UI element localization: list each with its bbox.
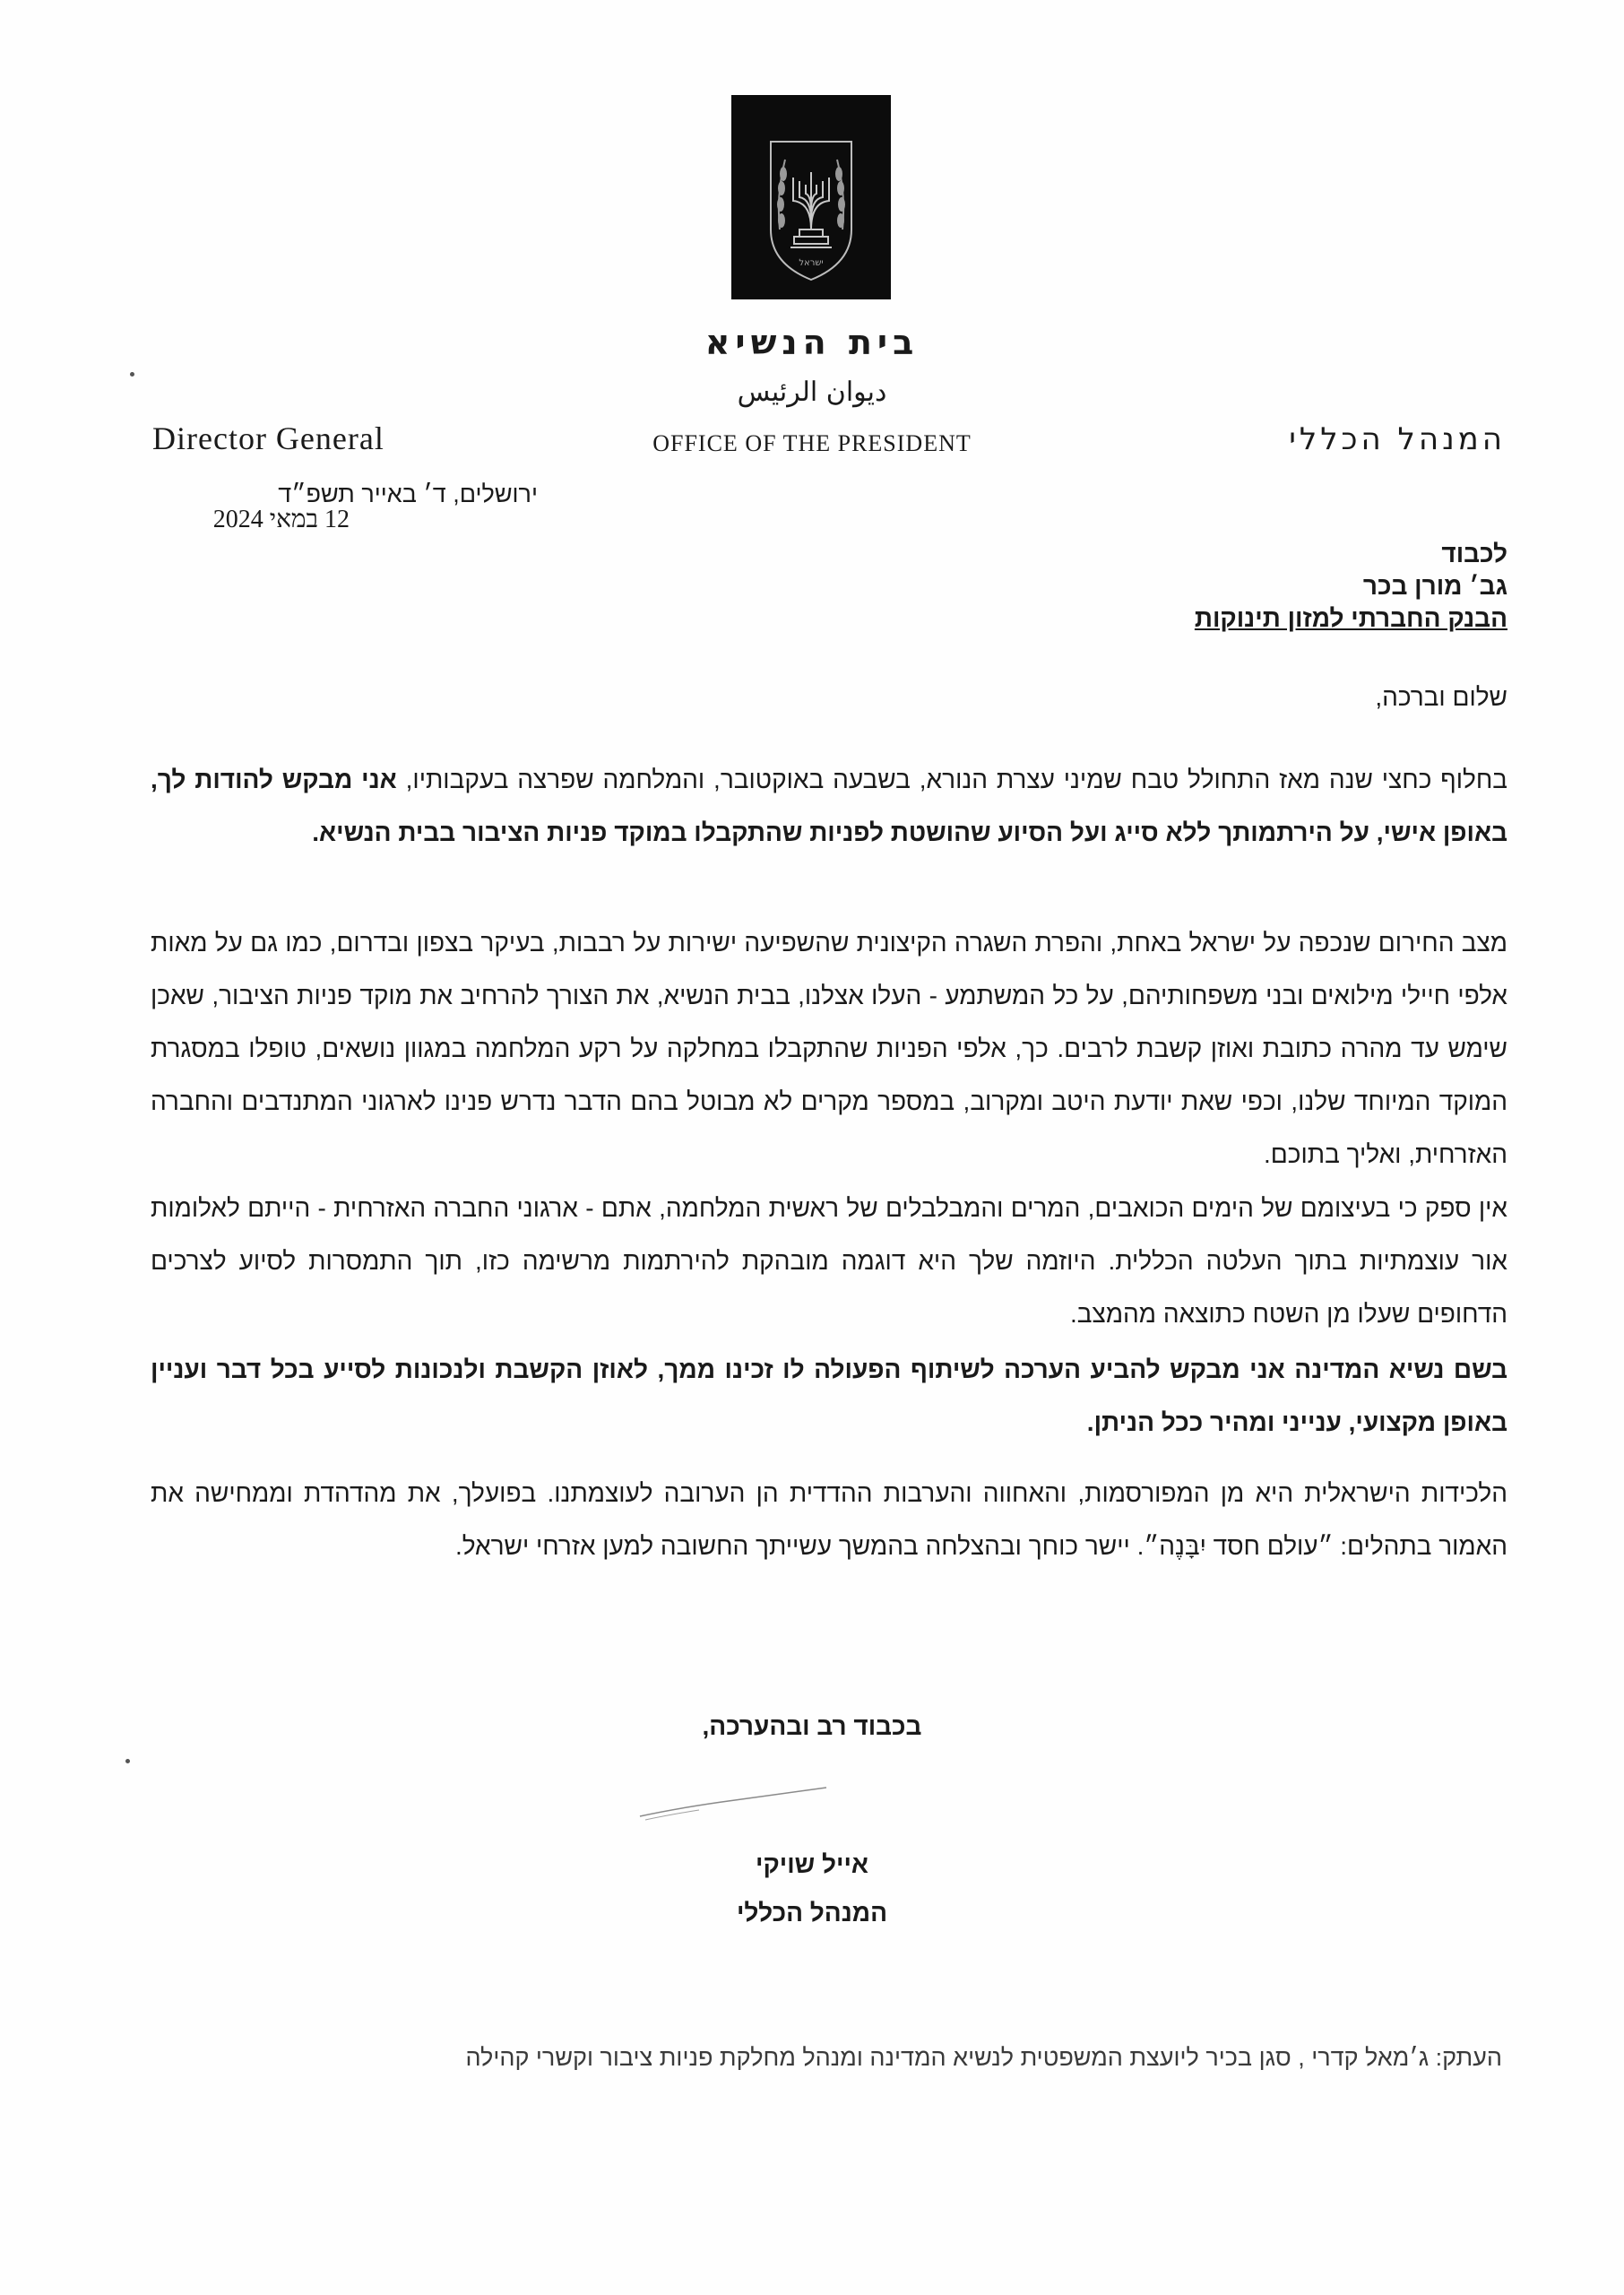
signature-icon [627, 1779, 860, 1832]
greeting: שלום וברכה, [1375, 683, 1507, 711]
signer-title: המנהל הכללי [736, 1899, 888, 1927]
closing: בכבוד רב ובהערכה, [702, 1712, 922, 1740]
recipient-salutation: לכבוד [1441, 540, 1507, 567]
sender-title-english: Director General [152, 420, 384, 456]
paragraph-1-regular: בחלוף כחצי שנה מאז התחולל טבח שמיני עצרת הנורא, בשבעה באוקטובר, והמלחמה שפרצה בעקבותיו, [396, 766, 1508, 793]
date-gregorian: 12 במאי 2024 [212, 506, 350, 533]
recipient-block [1195, 538, 1507, 635]
paragraph-1-bold: אני מבקש להודות לך, באופן אישי, על הירתמותך ללא סייג ועל הסיוע שהושטת לפניות שהתקבלו במוקד פניות הציבור בבית הנשיא. [151, 766, 1507, 846]
signer-name: אייל שויקי [756, 1850, 868, 1878]
paragraph-2: מצב החירום שנכפה על ישראל באחת, והפרת השגרה הקיצונית שהשפיעה ישירות על רבבות, בעיקר בצפון ובדרום, כמו גם על מאות אלפי חיילי מילואים ובני משפחותיהם, על כל המשתמע - העלו אצלנו, בבית הנשיא, את הצורך להרחיב את מוקד פניות הציבור, שאכן שימש עד מהרה כתובת ואוזן קשבת לרבים. כך, אלפי הפניות שהתקבלו במחלקה על רקע המלחמה במגוון נושאים, טופלו במסגרת המוקד המיוחד שלנו, וכפי שאת יודעת היטב ומקרוב, במספר מקרים לא מבוטל בהם הדבר נדרש פנינו לארגוני המתנדבים והחברה האזרחית, ואליך בתוכם. [151, 929, 1507, 1168]
paragraph-4-bold: בשם נשיא המדינה אני מבקש להביע הערכה לשיתוף הפעולה לו זכינו ממך, לאוזן הקשבת ולנכונות לסייע בכל דבר ועניין באופן מקצועי, ענייני ומהיר ככל הניתן. [151, 1355, 1507, 1436]
cc-line: העתק: ג׳מאל קדרי , סגן בכיר ליועצת המשפטית לנשיא המדינה ומנהל מחלקת פניות ציבור וקשרי קהילה [465, 2044, 1502, 2071]
paragraph-4 [151, 1343, 1507, 1449]
recipient-organization: הבנק החברתי למזון תינוקות [1194, 604, 1507, 632]
paragraph-1 [151, 753, 1507, 859]
letterhead-title-english: OFFICE OF THE PRESIDENT [652, 430, 972, 456]
paragraph-3: אין ספק כי בעיצומם של הימים הכואבים, המרים והמבלבלים של ראשית המלחמה, אתם - ארגוני החברה האזרחית - הייתם לאלומות אור עוצמתיות בתוך העלטה הכללית. היוזמה שלך היא דוגמה מובהקת להירתמות מרשימה כזו, תוך התמסרות לסיוע לצרכים הדחופים שעלו מן השטח כתוצאה מהמצב. [151, 1194, 1507, 1328]
letterhead-title-hebrew: בית הנשיא [704, 323, 920, 362]
paragraph-5: הלכידות הישראלית היא מן המפורסמות, והאחווה והערבות ההדדית הן הערובה לעוצמתנו. בפועלך, את מהדהדת וממחישה את האמור בתהלים: ״עולם חסד יִבָּנֶה״. יישר כוחך ובהצלחה בהמשך עשייתך החשובה למען אזרחי ישראל. [151, 1479, 1507, 1560]
sender-title-hebrew: המנהל הכללי [1289, 421, 1506, 457]
recipient-name: גב׳ מורן בכר [1362, 572, 1507, 600]
emblem-of-israel-icon [731, 95, 891, 299]
letterhead-title-arabic: ديوان الرئيس [737, 377, 887, 408]
scan-speck [125, 1759, 130, 1763]
scan-speck [130, 372, 134, 377]
date-hebrew: ירושלים, ד׳ באייר תשפ״ד [278, 481, 538, 507]
svg-text:ישראל: ישראל [799, 258, 824, 268]
